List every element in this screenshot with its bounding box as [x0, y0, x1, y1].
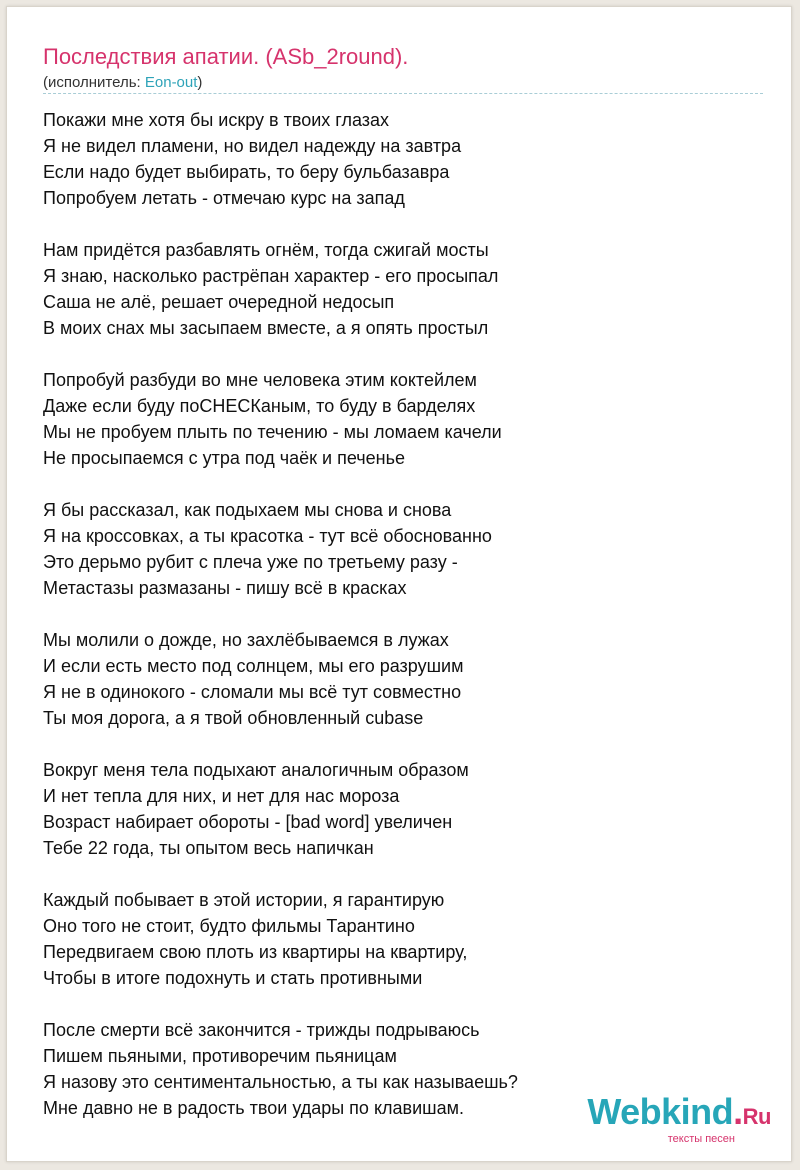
- lyric-line: Передвигаем свою плоть из квартиры на квартиру,: [43, 942, 468, 962]
- lyric-line: Пишем пьяными, противоречим пьяницам: [43, 1046, 397, 1066]
- lyrics-stanza: [43, 887, 763, 991]
- lyric-line: Я не в одинокого - сломали мы всё тут совместно: [43, 682, 462, 702]
- logo-tld: Ru: [742, 1104, 771, 1129]
- lyric-line: Возраст набирает обороты - [bad word] увеличен: [43, 812, 453, 832]
- lyric-line: Даже если буду поСНЕСКаным, то буду в барделях: [43, 396, 476, 416]
- logo-name: Webkind: [587, 1091, 734, 1132]
- logo-tagline: тексты песен: [667, 1133, 735, 1145]
- lyrics-stanza: [43, 107, 763, 211]
- lyric-line: И нет тепла для них, и нет для нас мороза: [43, 786, 400, 806]
- song-title: Последствия апатии. (ASb_2round).: [43, 44, 409, 69]
- lyrics-stanza: [43, 757, 763, 861]
- lyrics-stanza: [43, 627, 763, 731]
- lyric-line: Мне давно не в радость твои удары по клавишам.: [43, 1098, 464, 1118]
- lyric-line: Это дерьмо рубит с плеча уже по третьему разу -: [43, 552, 458, 572]
- lyrics-body: [43, 107, 763, 1147]
- lyric-line: Я не видел пламени, но видел надежду на завтра: [43, 136, 462, 156]
- lyric-line: Не просыпаемся с утра под чаёк и печенье: [43, 448, 405, 468]
- artist-line: [43, 74, 202, 92]
- lyric-line: Каждый побывает в этой истории, я гарантирую: [43, 890, 445, 910]
- lyrics-stanza: [43, 497, 763, 601]
- lyric-line: Мы не пробуем плыть по течению - мы ломаем качели: [43, 422, 502, 442]
- lyric-line: Нам придётся разбавлять огнём, тогда сжигай мосты: [43, 240, 489, 260]
- lyrics-page: [6, 6, 792, 1162]
- artist-prefix: (исполнитель:: [43, 74, 145, 91]
- lyric-line: Я знаю, насколько растрёпан характер - его просыпал: [43, 266, 499, 286]
- artist-link[interactable]: Eon-out: [144, 74, 198, 91]
- lyrics-stanza: [43, 367, 763, 471]
- lyric-line: Чтобы в итоге подохнуть и стать противными: [43, 968, 423, 988]
- lyric-line: Вокруг меня тела подыхают аналогичным образом: [43, 760, 469, 780]
- lyrics-stanza: [43, 237, 763, 341]
- lyric-line: Ты моя дорога, а я твой обновленный cubase: [43, 708, 424, 728]
- lyric-line: Я назову это сентиментальностью, а ты как называешь?: [43, 1072, 518, 1092]
- lyric-line: Попробуем летать - отмечаю курс на запад: [43, 188, 405, 208]
- lyric-line: Я бы рассказал, как подыхаем мы снова и снова: [43, 500, 452, 520]
- lyric-line: Саша не алё, решает очередной недосып: [43, 292, 395, 312]
- artist-suffix: ): [197, 74, 203, 91]
- lyric-line: Я на кроссовках, а ты красотка - тут всё обоснованно: [43, 526, 492, 546]
- lyric-line: В моих снах мы засыпаем вместе, а я опять простыл: [43, 318, 489, 338]
- logo-dot: .: [733, 1091, 743, 1132]
- lyric-line: Тебе 22 года, ты опытом весь напичкан: [43, 838, 374, 858]
- title-divider: [43, 93, 763, 94]
- lyric-line: Попробуй разбуди во мне человека этим коктейлем: [43, 370, 477, 390]
- lyric-line: После смерти всё закончится - трижды подрываюсь: [43, 1020, 480, 1040]
- lyric-line: Метастазы размазаны - пишу всё в красках: [43, 578, 407, 598]
- lyric-line: Если надо будет выбирать, то беру бульбазавра: [43, 162, 450, 182]
- lyric-line: Мы молили о дожде, но захлёбываемся в лужах: [43, 630, 449, 650]
- lyric-line: Оно того не стоит, будто фильмы Тарантино: [43, 916, 415, 936]
- lyric-line: Покажи мне хотя бы искру в твоих глазах: [43, 110, 390, 130]
- site-logo[interactable]: [587, 1091, 771, 1145]
- logo-wordmark: [587, 1091, 771, 1135]
- lyric-line: И если есть место под солнцем, мы его разрушим: [43, 656, 464, 676]
